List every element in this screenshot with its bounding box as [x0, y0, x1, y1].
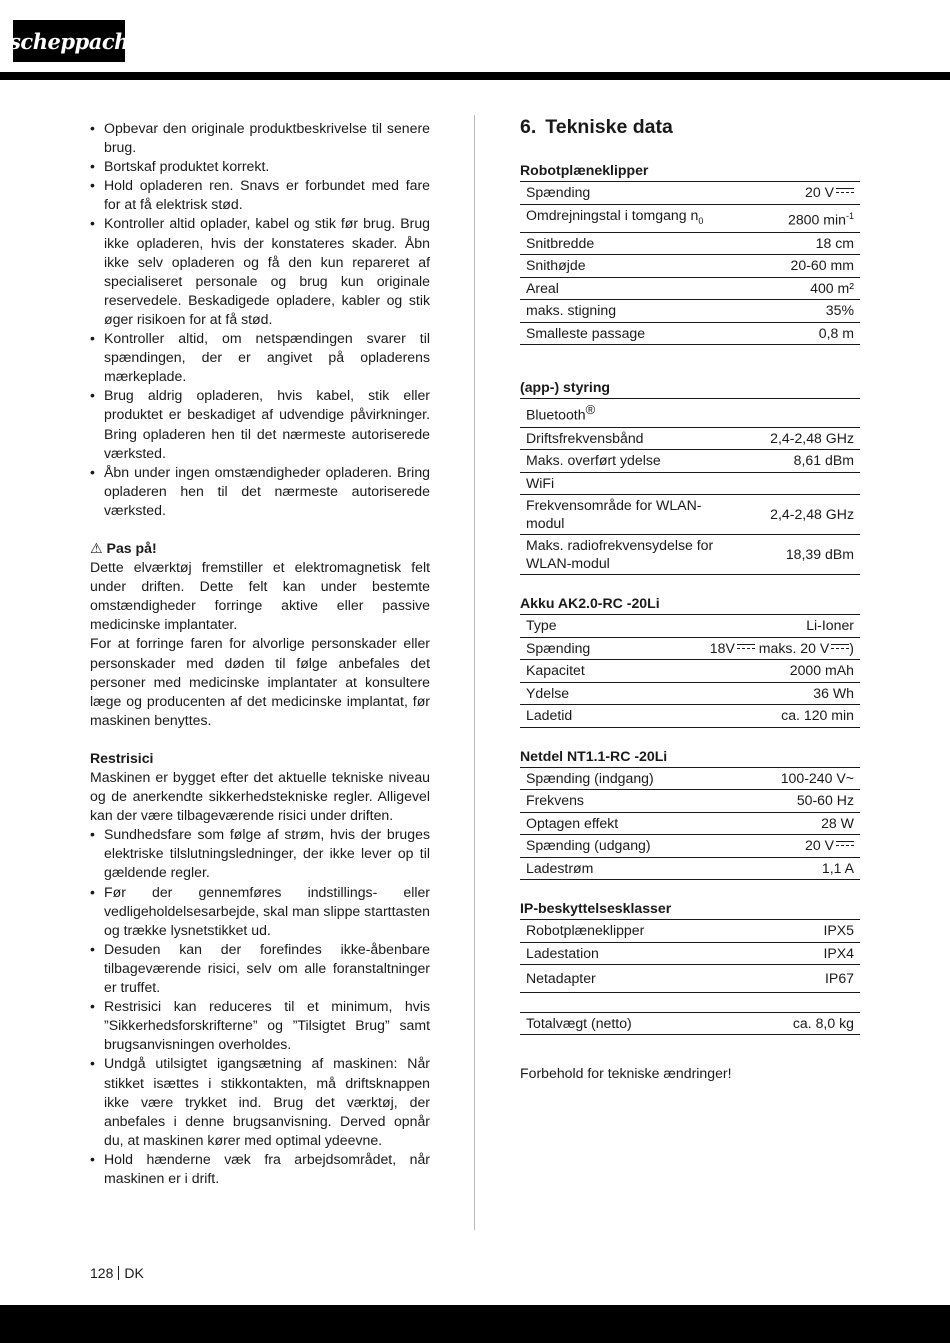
section-number: 6. — [520, 116, 537, 138]
spec-label: Frekvens — [520, 790, 731, 813]
table-row — [520, 682, 860, 705]
warning-paragraph: Dette elværktøj fremstiller et elektromagnetisk felt under driften. Dette felt kan under bestemte omstændigheder forringe aktive eller passive medicinske implantater. — [90, 559, 430, 633]
spec-value: Li-Ioner — [632, 615, 860, 637]
battery-spec-table — [520, 615, 860, 728]
table-row — [520, 835, 860, 858]
header-rule — [0, 72, 950, 80]
section-title — [520, 114, 860, 140]
spec-value: 2800 $\min^{-1}$ — [761, 204, 860, 232]
disclaimer-note: Forbehold for tekniske ændringer! — [520, 1065, 732, 1081]
table-row — [520, 637, 860, 660]
spec-label: maks. stigning — [520, 300, 761, 323]
app-table-block — [520, 378, 860, 575]
spec-label: Type — [520, 615, 632, 637]
restrisici-list — [90, 825, 430, 1188]
spec-label: Bluetooth® — [520, 399, 860, 427]
spec-value: 20 V — [761, 182, 860, 204]
spec-label: Maks. radiofrekvensydelse for WLAN-modul — [520, 535, 722, 575]
table-row — [520, 322, 860, 345]
warning-heading: ⚠ Pas på! — [90, 539, 157, 556]
list-item: • Undgå utilsigtet igangsætning af maskinen: Når stikket isættes i stikkontakten, må driftsknappen ikke være trykket ind. Brug det værktøj, der anbefales i denne brugsanvisning. Derved opnår du, at maskinen kører med optimal ydeevne. — [90, 1054, 430, 1149]
table-row — [520, 472, 860, 495]
table-heading: Akku AK2.0-RC -20Li — [520, 594, 860, 615]
list-item: • Desuden kan der forefindes ikke-åbenbare tilbageværende risici, selv om alle foranstaltninger er truffet. — [90, 940, 430, 997]
table-row — [520, 942, 860, 965]
spec-label: Smalleste passage — [520, 322, 761, 345]
table-heading: (app-) styring — [520, 378, 860, 399]
spec-label: Totalvægt (netto) — [520, 1012, 730, 1035]
list-item: • Kontroller altid, om netspændingen svarer til spændingen, der er angivet på opladerens mærkeplade. — [90, 329, 430, 386]
spec-value: 100-240 V~ — [731, 768, 860, 790]
table-row — [520, 427, 860, 450]
table-row — [520, 182, 860, 204]
spec-value: 35% — [761, 300, 860, 323]
spec-label: Robotplæneklipper — [520, 920, 776, 942]
spec-label: Omdrejningstal i tomgang $n_0$ — [520, 204, 761, 232]
spec-value: 36 Wh — [632, 682, 860, 705]
table-heading: IP-beskyttelsesklasser — [520, 899, 860, 920]
spec-value: 28 W — [731, 812, 860, 835]
brand-logo: scheppach — [13, 20, 125, 62]
list-item: • Restrisici kan reduceres til et minimum, hvis ”Sikkerhedsforskrifterne” og ”Tilsigtet Brug” samt brugsanvisningen overholdes. — [90, 997, 430, 1054]
spec-value: 18,39 dBm — [722, 535, 860, 575]
spec-label: Areal — [520, 277, 761, 300]
dc-symbol-icon — [836, 841, 854, 848]
spec-value: 20 V — [731, 835, 860, 858]
list-item: • Før der gennemføres indstillings- eller vedligeholdelsesarbejde, skal man slippe starttasten og trække lysnetstikket ud. — [90, 883, 430, 940]
spec-value: 2,4-2,48 GHz — [722, 495, 860, 535]
spec-label: Spænding — [520, 637, 632, 660]
spec-label: WiFi — [520, 472, 860, 495]
spec-label: Optagen effekt — [520, 812, 731, 835]
page-footer — [90, 1265, 144, 1281]
warning-paragraph: For at forringe faren for alvorlige personskader eller personskader med døden til følge anbefales det personer med medicinske implantater at konsultere læge og producenten af det medicinske implantat, før maskinen benyttes. — [90, 635, 430, 728]
table-heading: Netdel NT1.1-RC -20Li — [520, 747, 860, 768]
restrisici-heading: Restrisici — [90, 749, 154, 766]
dc-symbol-icon — [831, 644, 849, 651]
section-title-text: Tekniske data — [545, 116, 673, 138]
weight-table — [520, 1012, 860, 1036]
table-row — [520, 812, 860, 835]
page-number: 128 — [90, 1265, 114, 1281]
list-item: • Brug aldrig opladeren, hvis kabel, stik eller produktet er beskadiget af udvendige påvirkninger. Bring opladeren hen til det nærmeste autoriserede værksted. — [90, 386, 430, 462]
spec-label: Ladestrøm — [520, 857, 731, 880]
table-row — [520, 255, 860, 278]
spec-value: 18 cm — [761, 232, 860, 255]
spec-value: 1,1 A — [731, 857, 860, 880]
spec-value: 0,8 m — [761, 322, 860, 345]
table-row — [520, 857, 860, 880]
spec-label: Maks. overført ydelse — [520, 450, 722, 473]
language-code: DK — [124, 1265, 144, 1281]
table-row — [520, 1012, 860, 1035]
list-item: • Kontroller altid oplader, kabel og stik før brug. Brug ikke opladeren, hvis der konstateres skader. Åbn ikke selv opladeren og få den kun repareret af specialiseret personale og brug kun originale reservedele. Beskadigede opladere, kabler og stik øger risikoen for at få stød. — [90, 214, 430, 329]
table-row — [520, 920, 860, 942]
table-row — [520, 399, 860, 427]
spec-label: Ladestation — [520, 942, 776, 965]
footer-bar — [0, 1305, 950, 1343]
list-item: • Åbn under ingen omstændigheder opladeren. Bring opladeren hen til det nærmeste autoriserede værksted. — [90, 463, 430, 520]
safety-list — [90, 119, 430, 520]
spec-value: 18V maks. 20 V ) — [632, 637, 860, 660]
spec-value: IPX4 — [776, 942, 860, 965]
app-spec-table — [520, 399, 860, 575]
dc-symbol-icon — [737, 644, 755, 651]
list-item: • Hold hænderne væk fra arbejdsområdet, når maskinen er i drift. — [90, 1150, 430, 1188]
list-item: • Bortskaf produktet korrekt. — [90, 157, 430, 176]
spec-value: IP67 — [776, 965, 860, 993]
spec-label: Ydelse — [520, 682, 632, 705]
table-row — [520, 660, 860, 683]
table-row — [520, 965, 860, 993]
spec-value: 20-60 mm — [761, 255, 860, 278]
right-column — [520, 114, 860, 1081]
table-row — [520, 300, 860, 323]
spec-value: 2000 mAh — [632, 660, 860, 683]
spec-label: Netadapter — [520, 965, 776, 993]
column-divider — [474, 115, 475, 1230]
table-row — [520, 232, 860, 255]
restrisici-paragraph: Maskinen er bygget efter det aktuelle tekniske niveau og de anerkendte sikkerhedstekniske regler. Alligevel kan der være tilbageværende risici under driften. — [90, 769, 430, 824]
spec-value: ca. 8,0 kg — [730, 1012, 860, 1035]
list-item: • Hold opladeren ren. Snavs er forbundet med fare for at få elektrisk stød. — [90, 176, 430, 214]
spec-label: Snitbredde — [520, 232, 761, 255]
spec-value: 2,4-2,48 GHz — [722, 427, 860, 450]
spec-label: Spænding (udgang) — [520, 835, 731, 858]
spec-value: 8,61 dBm — [722, 450, 860, 473]
spec-label: Spænding (indgang) — [520, 768, 731, 790]
spec-label: Snithøjde — [520, 255, 761, 278]
table-row — [520, 768, 860, 790]
table-row — [520, 204, 860, 232]
spec-value: IPX5 — [776, 920, 860, 942]
robot-table-block — [520, 161, 860, 345]
ip-table-block — [520, 899, 860, 993]
spec-label: Driftsfrekvensbånd — [520, 427, 722, 450]
spec-value: 50-60 Hz — [731, 790, 860, 813]
ip-spec-table — [520, 920, 860, 993]
table-row — [520, 790, 860, 813]
spec-label: Frekvensområde for WLAN-modul — [520, 495, 722, 535]
battery-table-block — [520, 594, 860, 728]
spec-value: 400 m² — [761, 277, 860, 300]
power-supply-spec-table — [520, 768, 860, 881]
table-row — [520, 277, 860, 300]
table-row — [520, 615, 860, 637]
table-heading: Robotplæneklipper — [520, 161, 860, 182]
spec-value: ca. 120 min — [632, 705, 860, 728]
list-item: • Opbevar den originale produktbeskrivelse til senere brug. — [90, 119, 430, 157]
spec-label: Spænding — [520, 182, 761, 204]
power-supply-table-block — [520, 747, 860, 881]
spec-label: Ladetid — [520, 705, 632, 728]
dc-symbol-icon — [836, 188, 854, 195]
list-item: • Sundhedsfare som følge af strøm, hvis der bruges elektriske tilslutningsledninger, der ikke lever op til gældende regler. — [90, 825, 430, 882]
spec-label: Kapacitet — [520, 660, 632, 683]
table-row — [520, 450, 860, 473]
table-row — [520, 705, 860, 728]
left-column — [90, 119, 430, 1188]
table-row — [520, 495, 860, 535]
robot-spec-table — [520, 182, 860, 345]
table-row — [520, 535, 860, 575]
